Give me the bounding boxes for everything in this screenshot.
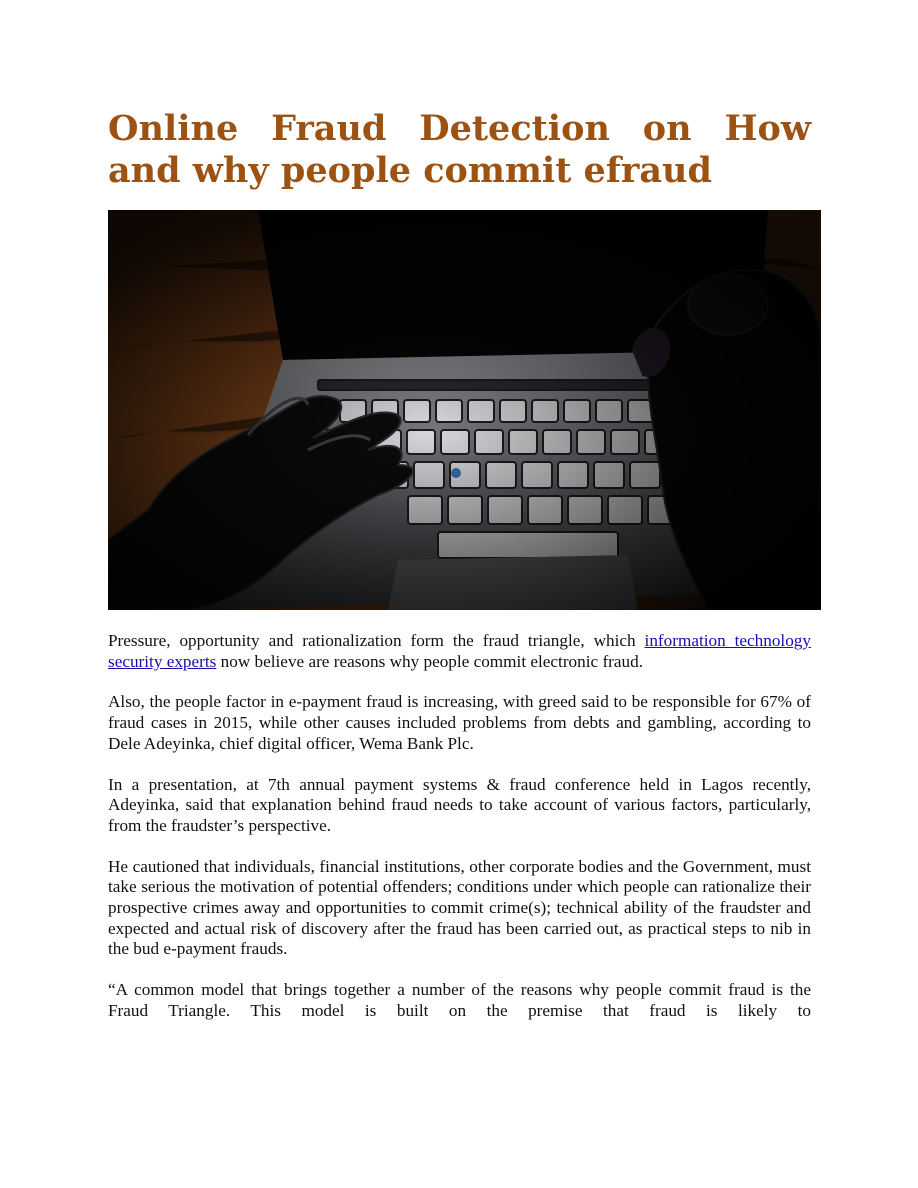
article-photo [108,210,821,610]
paragraph-5: “A common model that brings together a number of the reasons why people commit fraud is the Fraud Triangle. This model is built on the premise that fraud is likely to [108,980,811,1020]
paragraph-1-tail: now believe are reasons why people commit electronic fraud. [216,651,644,671]
paragraph-2: Also, the people factor in e-payment fraud is increasing, with greed said to be responsible for 67% of fraud cases in 2015, while other causes included problems from debts and gambling, according to Dele Adeyinka, chief digital officer, Wema Bank Plc. [108,692,811,753]
gloved-hands-laptop-illustration [108,210,821,610]
paragraph-3: In a presentation, at 7th annual payment systems & fraud conference held in Lagos recently, Adeyinka, said that explanation behind fraud needs to take account of various factors, particularly, from the fraudster’s perspective. [108,774,811,835]
article-title: Online Fraud Detection on How and why people commit efraud [108,108,811,191]
paragraph-1 [108,631,811,672]
paragraph-1-lead: Pressure, opportunity and rationalization form the fraud triangle, which [108,631,645,650]
paragraph-4: He cautioned that individuals, financial institutions, other corporate bodies and the Government, must take serious the motivation of potential offenders; conditions under which people can rationalize their prospective crimes away and opportunities to commit crime(s); technical ability of the fraudster and expected and actual risk of discovery after the fraud has been carried out, as practical steps to nib in the bud e-payment frauds. [108,856,811,959]
article-body [108,631,811,1042]
security-experts-link[interactable]: information technology security experts [108,631,811,671]
